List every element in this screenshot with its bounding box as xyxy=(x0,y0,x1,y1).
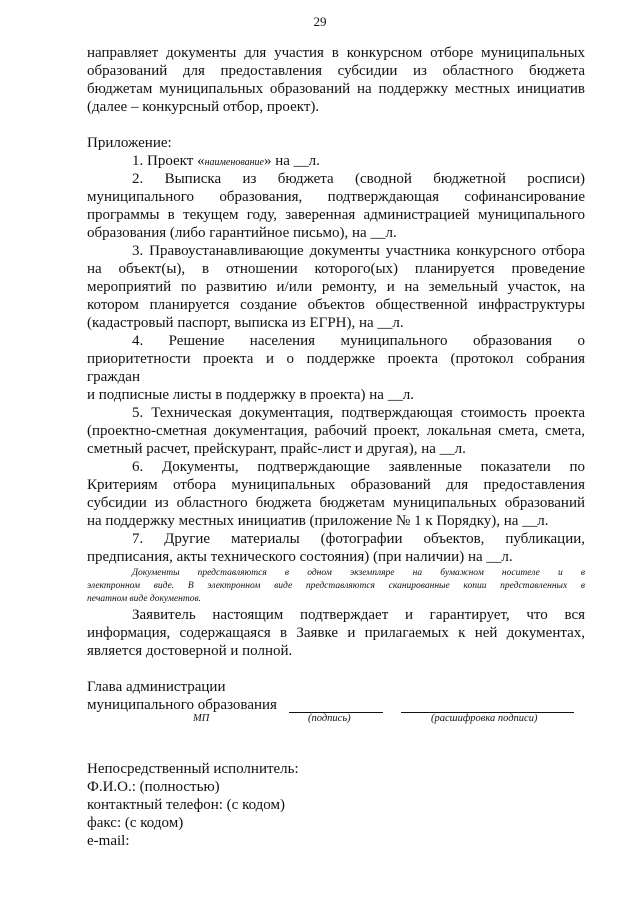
item-1-before: 1. Проект « xyxy=(132,153,205,169)
note-line-1: Документы представляются в одном экземпляре на бумажном носителе и в xyxy=(132,568,585,578)
intro-line-3: бюджетам муниципальных образований на поддержку местных инициатив xyxy=(87,81,585,97)
item-7-line-2: предписания, акты технического состояния) (при наличии) на __л. xyxy=(87,549,513,565)
item-3-line-2: на объект(ы), в отношении которого(ых) планируется проведение xyxy=(87,261,585,277)
intro-line-1: направляет документы для участия в конкурсном отборе муниципальных xyxy=(87,45,585,61)
item-3-line-4: котором планируется создание объектов общественной инфраструктуры xyxy=(87,297,585,313)
item-1-title-placeholder: наименование xyxy=(204,157,264,168)
item-4-line-2: приоритетности проекта и о поддержке проекта (протокол собрания xyxy=(87,351,585,367)
note-line-3: печатном виде документов. xyxy=(87,594,201,604)
item-2-line-4: образования (либо гарантийное письмо), на __л. xyxy=(87,225,397,241)
contact-heading: Непосредственный исполнитель: xyxy=(87,761,299,777)
item-5-line-1: 5. Техническая документация, подтверждающая стоимость проекта xyxy=(132,405,585,421)
contact-fio: Ф.И.О.: (полностью) xyxy=(87,779,220,795)
item-6-line-4: на поддержку местных инициатив (приложение № 1 к Порядку), на __л. xyxy=(87,513,549,529)
item-5-line-3: сметный расчет, прейскурант, прайс-лист и другая), на __л. xyxy=(87,441,466,457)
page-number: 29 xyxy=(313,14,327,29)
declaration-line-1: Заявитель настоящим подтверждает и гарантирует, что вся xyxy=(132,607,585,623)
signature-title-1: Глава администрации xyxy=(87,679,226,695)
item-5-line-2: (проектно-сметная документация, рабочий проект, локальная смета, смета, xyxy=(87,423,585,439)
intro-line-4: (далее – конкурсный отбор, проект). xyxy=(87,99,320,115)
item-6-line-2: Критериям отбора муниципальных образований для предоставления xyxy=(87,477,585,493)
signature-title-2: муниципального образования xyxy=(87,697,277,713)
appendix-title: Приложение: xyxy=(87,135,172,151)
note-line-2: электронном виде. В электронном виде представляются сканированные копии представленных в xyxy=(87,581,585,591)
signature-decode-caption: (расшифровка подписи) xyxy=(431,713,538,724)
contact-email: e-mail: xyxy=(87,833,130,849)
item-4-line-1: 4. Решение населения муниципального образования о xyxy=(132,333,585,349)
item-6-line-1: 6. Документы, подтверждающие заявленные показатели по xyxy=(132,459,585,475)
contact-fax: факс: (с кодом) xyxy=(87,815,184,831)
item-7-line-1: 7. Другие материалы (фотографии объектов, публикации, xyxy=(132,531,585,547)
item-1 xyxy=(132,152,320,172)
item-6-line-3: субсидии из областного бюджета бюджетам муниципальных образований xyxy=(87,495,585,511)
item-2-line-3: программы в текущем году, заверенная администрацией муниципального xyxy=(87,207,585,223)
item-2-line-1: 2. Выписка из бюджета (сводной бюджетной росписи) xyxy=(132,171,585,187)
item-3-line-3: мероприятий по развитию и/или ремонту, и на земельный участок, на xyxy=(87,279,585,295)
item-2-line-2: муниципального образования, подтверждающая софинансирование xyxy=(87,189,585,205)
contact-phone: контактный телефон: (с кодом) xyxy=(87,797,286,813)
item-4-line-3: граждан xyxy=(87,369,140,385)
declaration-line-2: информация, содержащаяся в Заявке и прилагаемых к ней документах, xyxy=(87,625,585,641)
item-3-line-5: (кадастровый паспорт, выписка из ЕГРН), на __л. xyxy=(87,315,404,331)
item-1-after: » на __л. xyxy=(264,153,320,169)
intro-line-2: образований для предоставления субсидии из областного бюджета xyxy=(87,63,585,79)
stamp-place-label: МП xyxy=(193,713,210,724)
item-4-line-4: и подписные листы в поддержку в проекта) на __л. xyxy=(87,387,414,403)
declaration-line-3: является достоверной и полной. xyxy=(87,643,293,659)
item-3-line-1: 3. Правоустанавливающие документы участника конкурсного отбора xyxy=(132,243,585,259)
signature-caption: (подпись) xyxy=(308,713,351,724)
